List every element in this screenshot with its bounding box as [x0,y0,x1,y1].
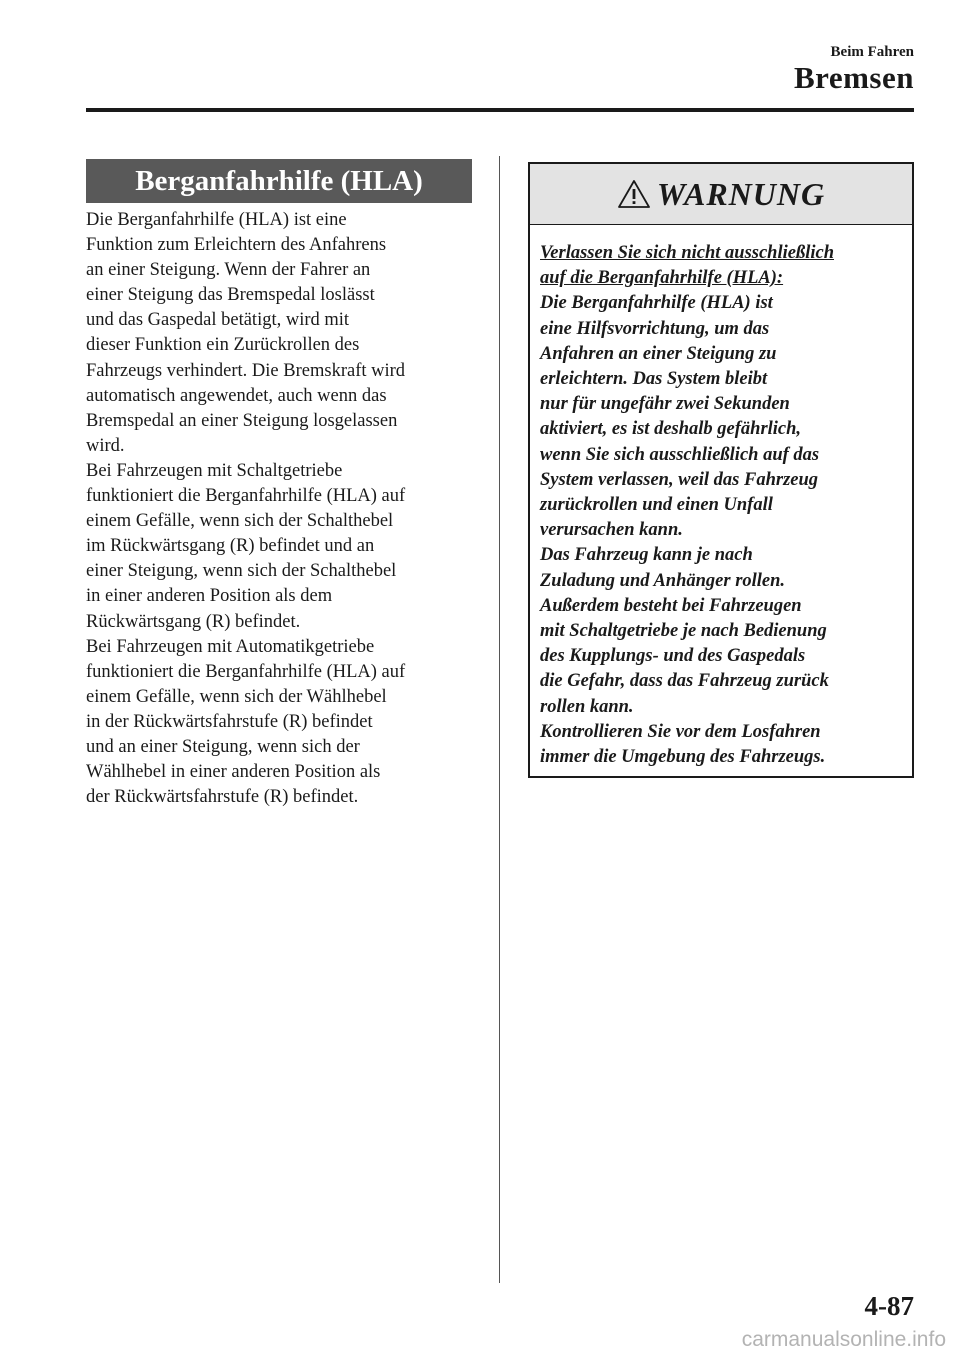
watermark[interactable]: carmanualsonline.info [741,1328,946,1351]
body-line: Bremspedal an einer Steigung losgelassen [86,410,398,431]
warning-line: Das Fahrzeug kann je nach [540,545,753,566]
body-line: einem Gefälle, wenn sich der Schalthebel [86,511,394,532]
body-line: dieser Funktion ein Zurückrollen des [86,335,360,356]
body-line: Fahrzeugs verhindert. Die Bremskraft wird [86,360,406,381]
body-line: automatisch angewendet, auch wenn das [86,385,387,406]
section-heading: Berganfahrhilfe (HLA) [86,159,472,203]
warning-line: mit Schaltgetriebe je nach Bedienung [540,621,827,642]
warning-header [530,164,912,225]
warning-title: WARNUNG [656,175,826,212]
warning-line: aktiviert, es ist deshalb gefährlich, [540,419,802,440]
warning-line: erleichtern. Das System bleibt [540,369,768,390]
warning-heading-line: auf die Berganfahrhilfe (HLA): [540,268,784,289]
warning-line: verursachen kann. [540,520,683,541]
body-line: an einer Steigung. Wenn der Fahrer an [86,260,371,281]
warning-line: Anfahren an einer Steigung zu [540,343,777,364]
body-line: Funktion zum Erleichtern des Anfahrens [86,235,387,256]
body-text [86,208,486,810]
warning-line: Zuladung und Anhänger rollen. [540,570,786,591]
body-line: Wählhebel in einer anderen Position als [86,762,381,783]
body-line: Bei Fahrzeugen mit Automatikgetriebe [86,636,375,657]
column-divider [499,156,500,1283]
warning-line: wenn Sie sich ausschließlich auf das [540,444,820,465]
warning-triangle-icon [617,179,651,209]
body-line: in einer anderen Position als dem [86,586,333,607]
body-line: Rückwärtsgang (R) befindet. [86,611,301,632]
body-line: Bei Fahrzeugen mit Schaltgetriebe [86,460,343,481]
warning-line: eine Hilfsvorrichtung, um das [540,318,770,339]
body-line: Die Berganfahrhilfe (HLA) ist eine [86,210,347,230]
warning-line: Die Berganfahrhilfe (HLA) ist [540,293,773,314]
warning-line: System verlassen, weil das Fahrzeug [540,469,819,490]
body-line: wird. [86,435,125,456]
warning-line: Außerdem besteht bei Fahrzeugen [540,595,802,616]
body-line: einem Gefälle, wenn sich der Wählhebel [86,686,387,707]
body-line: und an einer Steigung, wenn sich der [86,736,360,757]
body-line: und das Gaspedal betätigt, wird mit [86,310,350,331]
body-line: einer Steigung das Bremspedal loslässt [86,285,375,306]
warning-line: die Gefahr, dass das Fahrzeug zurück [540,671,829,692]
warning-line: Kontrollieren Sie vor dem Losfahren [540,721,821,742]
page-number: 4-87 [864,1291,914,1321]
body-line: im Rückwärtsgang (R) befindet und an [86,536,375,557]
warning-body [530,225,912,770]
warning-line: des Kupplungs- und des Gaspedals [540,646,806,667]
chapter-title: Beim Fahren [830,44,914,60]
body-line: der Rückwärtsfahrstufe (R) befindet. [86,787,359,808]
warning-line: immer die Umgebung des Fahrzeugs. [540,747,826,768]
header-rule [86,108,914,112]
warning-heading-line: Verlassen Sie sich nicht ausschließlich [540,243,834,263]
warning-line: zurückrollen und einen Unfall [540,495,773,516]
body-line: funktioniert die Berganfahrhilfe (HLA) auf [86,661,406,682]
warning-box [528,162,914,778]
warning-line: nur für ungefähr zwei Sekunden [540,394,790,415]
body-line: in der Rückwärtsfahrstufe (R) befindet [86,711,373,732]
page-title: Bremsen [793,60,914,95]
body-line: einer Steigung, wenn sich der Schalthebel [86,561,397,582]
warning-line: rollen kann. [540,696,634,717]
body-line: funktioniert die Berganfahrhilfe (HLA) auf [86,486,406,507]
